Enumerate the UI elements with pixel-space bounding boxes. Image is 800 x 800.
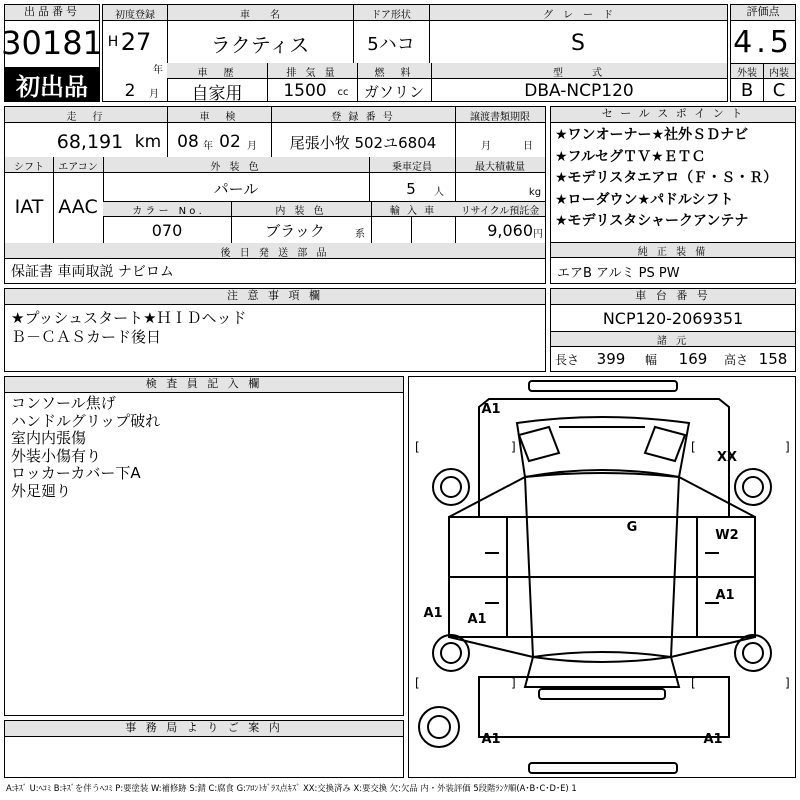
mark-center: G: [626, 519, 638, 535]
recycle-unit: 円: [533, 228, 543, 240]
ext-color-value: パール: [213, 179, 259, 198]
aircon-label: エアコン: [58, 161, 98, 173]
length-label: 長さ: [555, 352, 580, 367]
car-diagram-drawing: [409, 377, 795, 777]
mark-top-right: XX: [716, 449, 738, 465]
int-color-unit: 系: [355, 228, 365, 240]
deferred-label: 後 日 発 送 部 品: [220, 247, 330, 259]
inspection-year-unit: 年: [203, 140, 213, 152]
inspector-line: ハンドルグリップ破れ: [11, 411, 161, 430]
svg-text:]: ]: [511, 440, 516, 454]
lot-label: 出品番号: [5, 5, 99, 21]
grade-value: S: [571, 30, 585, 56]
svg-text:[: [: [691, 676, 696, 690]
first-reg-era: H: [107, 34, 119, 50]
office-box: [4, 720, 404, 778]
mark-left-lower: A1: [423, 605, 443, 621]
svg-text:]: ]: [785, 676, 790, 690]
color-no-label: カ ラ ー N o .: [132, 205, 202, 217]
car-diagram: [408, 376, 796, 778]
width-label: 幅: [644, 352, 657, 367]
fuel-value: ガソリン: [363, 82, 424, 101]
specs-label: 諸 元: [656, 335, 690, 347]
import-label: 輸 入 車: [389, 205, 437, 217]
model-label: 型 式: [553, 67, 605, 79]
history-value: 自家用: [191, 83, 243, 104]
sales-point-line: ★ローダウン★パドルシフト: [555, 191, 734, 208]
capacity-value: 5: [406, 180, 416, 198]
reg-label: 登 録 番 号: [331, 111, 395, 123]
score-label: 評価点: [731, 5, 795, 21]
capacity-unit: 人: [434, 186, 444, 198]
mileage-value: 68,191: [56, 131, 124, 153]
chassis-box: [550, 288, 796, 372]
mark-top-left: A1: [481, 401, 501, 417]
exterior-label: 外装: [737, 67, 757, 79]
score-cell: [730, 4, 796, 102]
mark-center-left-lower: A1: [467, 611, 487, 627]
mark-right-mid: W2: [715, 527, 739, 543]
max-load-label: 最大積載量: [475, 161, 525, 173]
first-reg-month: 2: [124, 81, 136, 101]
legend-text: A:ｷｽﾞ U:ﾍｺﾐ B:ｷｽﾞを伴うﾍｺﾐ P:要塗装 W:補修跡 S:錆 C:腐食 G:ﾌﾛﾝﾄｶﾞﾗｽ点ｷｽﾞ XX:交換済み X:要交換 欠:欠品 内・外装評価 5段階ﾗﾝｸ順(A･B･C･D･E) 1: [6, 783, 577, 793]
inspector-line: 外足廻り: [11, 481, 72, 500]
door-type: 5ハコ: [367, 34, 415, 55]
sales-points-box: [550, 106, 796, 284]
vehicle-detail-table: [4, 106, 546, 284]
lot-number: 30181: [1, 24, 103, 62]
svg-text:[: [: [415, 440, 420, 454]
int-color-value: ブラック: [265, 221, 325, 240]
svg-text:]: ]: [785, 440, 790, 454]
recycle-value: 9,060: [487, 220, 533, 240]
transfer-day-unit: 日: [523, 140, 533, 152]
header-block: [1, 4, 796, 104]
door-label: ドア形状: [371, 9, 411, 21]
note-line: ★プッシュスタート★ＨＩＤヘッド: [11, 309, 247, 327]
note-line: Ｂ－ＣＡＳカード後日: [11, 328, 162, 346]
sales-point-line: ★フルセグＴＶ★ＥＴＣ: [555, 148, 706, 165]
car-name-label: 車 名: [240, 9, 280, 21]
reg-number: 尾張小牧 502ユ6804: [289, 133, 437, 152]
sales-points-label: セ ー ル ス ポ イ ン ト: [551, 107, 795, 123]
first-reg-label: 初度登録: [115, 9, 155, 21]
svg-text:[: [: [691, 440, 696, 454]
height-label: 高さ: [723, 352, 748, 367]
inspector-box: [4, 376, 404, 716]
displacement-label: 排 気 量: [286, 67, 338, 79]
int-color-label: 内 装 色: [275, 205, 327, 217]
mileage-label: 走 行: [66, 111, 106, 123]
notes-label: 注 意 事 項 欄: [5, 289, 545, 305]
inspection-year: 08: [177, 132, 199, 152]
length-value: 399: [596, 350, 626, 368]
header-table: [102, 4, 728, 102]
mileage-unit: km: [134, 132, 162, 152]
notes-box: [4, 288, 546, 372]
width-value: 169: [678, 350, 708, 368]
grade-label: グ レ ー ド: [543, 9, 613, 21]
car-name: ラクティス: [210, 32, 310, 57]
first-reg-month-unit: 月: [149, 88, 159, 100]
exterior-grade: B: [740, 79, 754, 101]
shift-label: シフト: [14, 161, 44, 173]
sales-points-list: [555, 125, 795, 233]
equipment-label: 純 正 装 備: [637, 246, 709, 258]
inspector-line: 外装小傷有り: [11, 446, 102, 465]
inspector-label: 検 査 員 記 入 欄: [5, 377, 403, 393]
ext-color-label: 外 装 色: [210, 161, 262, 173]
aircon-value: AAC: [58, 196, 98, 218]
inspection-month: 02: [219, 132, 241, 152]
inspector-line: コンソール焦げ: [11, 394, 116, 412]
first-listing-badge: 初出品: [5, 67, 99, 101]
lot-number-cell: [1, 4, 103, 102]
svg-text:[: [: [415, 676, 420, 690]
deferred-value: 保証書 車両取説 ナビロム: [11, 264, 174, 280]
chassis-number: NCP120-2069351: [602, 308, 744, 328]
fuel-label: 燃 料: [374, 67, 414, 79]
first-reg-year-unit: 年: [153, 64, 163, 76]
recycle-label: リサイクル預託金: [460, 205, 540, 217]
chassis-label: 車 台 番 号: [551, 289, 795, 305]
inspection-label: 車 検: [199, 111, 239, 123]
mark-right-lower: A1: [715, 587, 735, 603]
inspector-line: 室内内張傷: [11, 429, 87, 447]
displacement-unit: cc: [337, 86, 349, 98]
model-value: DBA-NCP120: [524, 81, 634, 101]
sales-point-line: ★モデリスタエアロ（Ｆ・Ｓ・Ｒ）: [555, 170, 778, 186]
inspection-month-unit: 月: [247, 140, 257, 152]
shift-value: IAT: [14, 196, 44, 218]
max-load-unit: kg: [528, 186, 542, 198]
mark-bottom-left: A1: [481, 731, 501, 747]
svg-text:]: ]: [511, 676, 516, 690]
office-label: 事 務 局 よ り ご 案 内: [5, 721, 403, 737]
score-value: 4.5: [733, 24, 793, 60]
height-value: 158: [758, 350, 788, 368]
capacity-label: 乗車定員: [392, 161, 432, 173]
interior-grade: C: [772, 79, 786, 101]
inspector-line: ロッカーカバー下A: [11, 464, 141, 482]
sales-point-line: ★モデリスタシャークアンテナ: [555, 213, 749, 229]
transfer-month-unit: 月: [481, 140, 491, 152]
color-no-value: 070: [151, 220, 183, 240]
mark-bottom-right: A1: [703, 731, 723, 747]
first-reg-year: 27: [120, 28, 152, 56]
history-label: 車 歴: [197, 67, 237, 79]
sales-point-line: ★ワンオーナー★社外ＳＤナビ: [555, 127, 749, 143]
interior-label: 内装: [769, 67, 789, 79]
equipment-value: エアB アルミ PS PW: [557, 265, 680, 281]
transfer-label: 譲渡書類期限: [470, 111, 530, 123]
displacement-value: 1500: [283, 81, 327, 101]
